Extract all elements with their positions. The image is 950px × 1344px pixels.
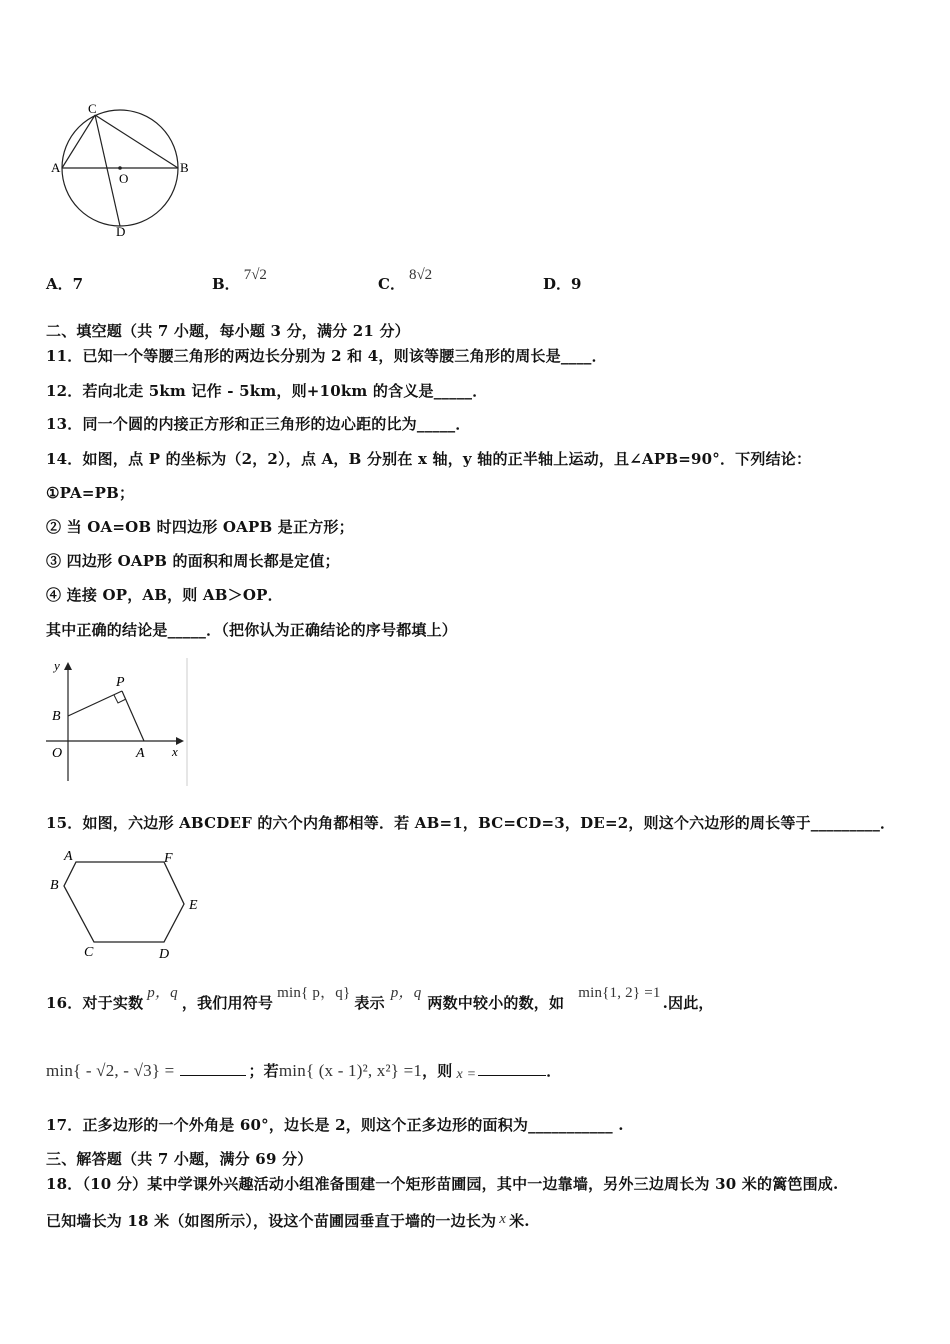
label-b: B	[50, 878, 59, 893]
label-y: y	[54, 658, 60, 673]
label-c: C	[84, 945, 94, 960]
label-e: E	[189, 898, 198, 913]
label-b: B	[180, 160, 189, 175]
question-14-stem: 14．如图，点 P 的坐标为（2，2），点 A，B 分别在 x 轴，y 轴的正半轴上运动，且∠APB=90°．下列结论：	[46, 450, 812, 468]
label-p: P	[116, 675, 125, 690]
question-11: 11．已知一个等腰三角形的两边长分别为 2 和 4，则该等腰三角形的周长是____．	[46, 347, 607, 365]
hexagon-figure	[44, 846, 214, 964]
label-b: B	[52, 709, 61, 724]
question-18-line1: 18．（10 分）某中学课外兴趣活动小组准备围建一个矩形苗圃园，其中一边靠墙，另外三边周长为 30 米的篱笆围成.	[46, 1175, 839, 1193]
q14-conclusion-1: ①PA=PB；	[46, 484, 135, 502]
answer-blank-2[interactable]	[478, 1061, 546, 1076]
option-b: B． 7√2	[212, 267, 267, 293]
option-a: A．7	[46, 275, 84, 293]
question-17: 17．正多边形的一个外角是 60°，边长是 2，则这个正多边形的面积为___________ .	[46, 1116, 624, 1134]
q14-conclusion-3: ③ 四边形 OAPB 的面积和周长都是定值；	[46, 552, 340, 570]
segment-bp	[68, 691, 122, 716]
circle-figure	[48, 100, 198, 245]
answer-blank-1[interactable]	[180, 1061, 246, 1076]
label-d: D	[116, 224, 126, 239]
question-12: 12．若向北走 5km 记作 - 5km，则+10km 的含义是_____．	[46, 382, 488, 400]
label-o: O	[119, 171, 129, 186]
question-15: 15．如图，六边形 ABCDEF 的六个内角都相等．若 AB=1，BC=CD=3，DE=2，则这个六边形的周长等于_________．	[46, 814, 896, 832]
hexagon	[64, 862, 184, 942]
label-x: x	[172, 744, 178, 759]
section2-title: 二、填空题（共 7 小题，每小题 3 分，满分 21 分）	[46, 322, 410, 340]
option-c: C． 8√2	[378, 267, 433, 293]
label-o: O	[52, 746, 63, 761]
question-16-line1: 16．对于实数p，q，我们用符号min{ p，q}表示p，q两数中较小的数，如min{1, 2} =1.因此，	[46, 985, 714, 1012]
section3-title: 三、解答题（共 7 小题，满分 69 分）	[46, 1150, 313, 1168]
q14-conclusion-2: ② 当 OA=OB 时四边形 OAPB 是正方形；	[46, 518, 354, 536]
chord-cd	[95, 115, 120, 226]
segment-pa	[122, 691, 144, 741]
q14-ask: 其中正确的结论是_____．（把你认为正确结论的序号都填上）	[46, 621, 458, 639]
center-dot	[118, 166, 122, 170]
q14-conclusion-4: ④ 连接 OP，AB，则 AB＞OP．	[46, 586, 283, 604]
label-a: A	[51, 160, 61, 175]
option-d: D．9	[543, 275, 582, 293]
label-f: F	[164, 851, 173, 866]
question-16-line2: min{ - √2, - √3} = ；若min{ (x - 1)², x²} =1，则 x = ．	[46, 1061, 562, 1082]
label-a: A	[64, 849, 73, 864]
chord-ca	[62, 115, 95, 168]
label-a: A	[136, 746, 145, 761]
question-18-line2: 已知墙长为 18 米（如图所示），设这个苗圃园垂直于墙的一边长为 x 米.	[46, 1211, 530, 1230]
chord-cb	[95, 115, 178, 168]
label-d: D	[159, 947, 170, 962]
coordinate-figure	[44, 656, 189, 788]
question-13: 13．同一个圆的内接正方形和正三角形的边心距的比为_____．	[46, 415, 471, 433]
label-c: C	[88, 101, 97, 116]
y-axis-arrow	[64, 662, 72, 670]
